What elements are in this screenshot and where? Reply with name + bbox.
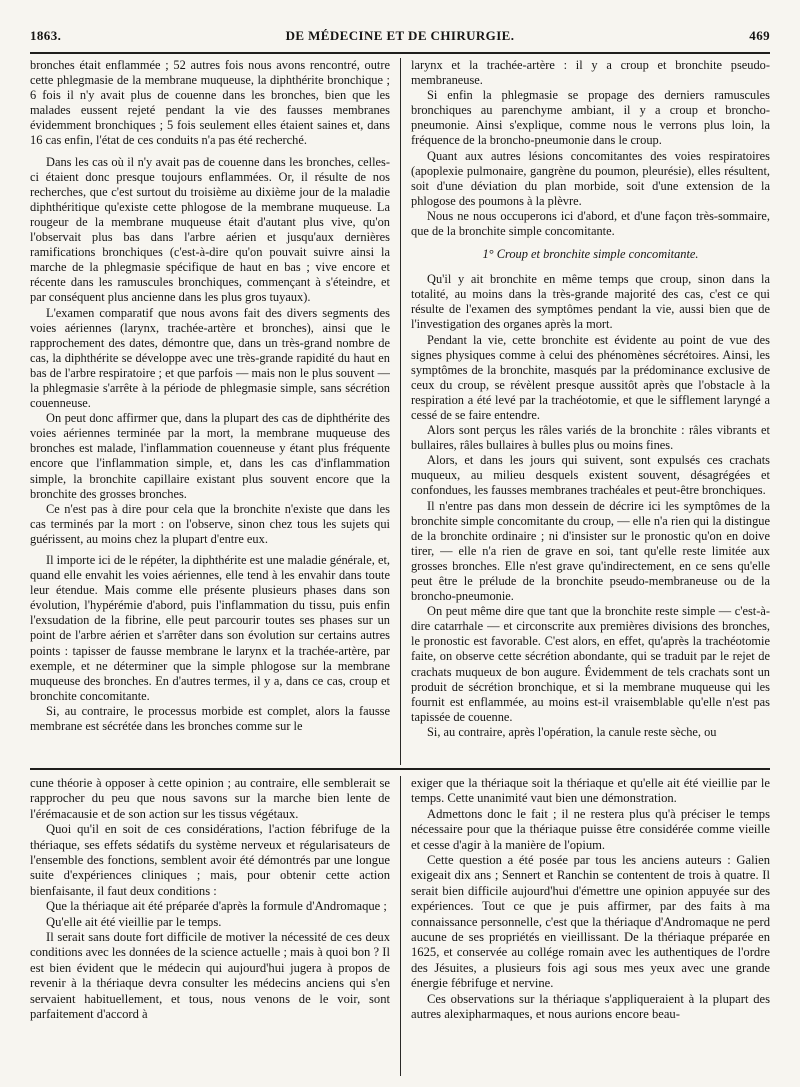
paragraph: Si, au contraire, le processus morbide est complet, alors la fausse membrane est sécrétée dans les bronches comme sur le xyxy=(30,703,390,734)
paragraph: Alors sont perçus les râles variés de la bronchite : râles vibrants et bullaires, râles bullaires à bulles plus ou moins fines. xyxy=(411,423,770,453)
paragraph: Cette question a été posée par tous les anciens auteurs : Galien exigeait dix ans ; Sennert et Ranchin se contentent de trois à quatre. Il serait bien difficile aujourd'hui d'émettre une opinion appuyée sur des expériences. Tout ce que je puis affirmer, par des faits à ma connaissance personnelle, c'est que la thériaque d'Andromaque ne perd aucune de ses propriétés en vieillissant. De la thériaque préparée en 1625, et conservée au collége romain avec les authentiques de l'ordre des Jésuites, a plusieurs fois agi sous mes yeux avec une grande énergie fébrifuge et nervine. xyxy=(411,853,770,991)
page-number: 469 xyxy=(749,28,770,43)
paragraph: Dans les cas où il n'y avait pas de couenne dans les bronches, celles-ci étaient donc presque toujours enflammées. Or, il résulte de nos recherches, que c'est surtout du troisième au dixième jour de la maladie diphthéritique qu'existe cette phlogose de la membrane muqueuse. La rougeur de la membrane muqueuse était d'autant plus vive, qu'on l'observait plus bas dans l'arbre aérien et jusqu'aux dernières ramifications bronchiques (c'est-à-dire qu'on pouvait suivre ainsi la marche de la phlegmasie spécifique de haut en bas ; vive encore et récente dans les ramuscules bronchiques, commençant à s'éteindre, et par conséquent plus ancienne dans les plus gros tuyaux). xyxy=(30,154,390,305)
paragraph: Pendant la vie, cette bronchite est évidente au point de vue des signes physiques comme à celui des phénomènes sécrétoires. Ainsi, les symptômes de la bronchite, masqués par la prédominance exclusive de ceux du croup, se révèlent presque aussitôt après que l'obstacle à la respiration a été levé par la trachéotomie, et que le sifflement laryngé a cessé de se faire entendre. xyxy=(411,332,770,422)
paragraph: Il n'entre pas dans mon dessein de décrire ici les symptômes de la bronchite simple concomitante du croup, — elle n'a rien qui la distingue de la bronchite ordinaire ; ni d'insister sur le pronostic qu'on en doive tirer, — elle n'a rien de grave en soi, tant qu'elle reste limitée aux grosses bronches. Elle n'est grave qu'indirectement, en ce sens qu'elle peut être le prélude de la bronchite pseudo-membraneuse ou de la broncho-pneumonie. xyxy=(411,498,770,604)
header-year: 1863. xyxy=(30,28,62,43)
paragraph: Il importe ici de le répéter, la diphthérite est une maladie générale, et, quand elle envahit les voies aériennes, elle tend à les envahir dans toute leur étendue. Mais comme elle présente plusieurs phases dans son évolution, l'hypérémie d'abord, puis l'inflammation du tissu, puis enfin l'exsudation de la fibrine, elle peut parcourir toutes ses phases sur un point de l'arbre aérien et s'arrêter dans son évolution sur certains autres points : tapisser de fausse membrane le larynx et la trachée-artère, par exemple, et ne déterminer que la simple phlogose sur la membrane muqueuse des bronches. En d'autres termes, il y a, dans ce cas, croup et bronchite concomitante. xyxy=(30,553,390,703)
paragraph: Qu'il y ait bronchite en même temps que croup, sinon dans la totalité, au moins dans la très-grande majorité des cas, c'est ce qui résulte de l'examen des symptômes pendant la vie, aussi bien que de l'investigation des organes après la mort. xyxy=(411,272,770,332)
lower-article xyxy=(30,776,770,1076)
paragraph: Quoi qu'il en soit de ces considérations, l'action fébrifuge de la thériaque, ses effets sédatifs du système nerveux et régularisateurs de l'ensemble des fonctions, semblent avoir été démontrés par une longue suite d'expériences cliniques ; mais, pour obtenir cette action bienfaisante, il faut deux conditions : xyxy=(30,822,390,898)
paragraph: On peut donc affirmer que, dans la plupart des cas de diphthérite des voies aériennes terminée par la mort, la membrane muqueuse des bronches est malade, l'inflammation couenneuse y étant plus fréquente encore que l'inflammation simple, et, dans les cas d'inflammation simple, la bronchite capillaire existant plus souvent encore que la bronchite des grosses bronches. xyxy=(30,411,390,501)
column-divider xyxy=(400,776,401,1076)
running-header xyxy=(30,26,770,54)
paragraph: Que la thériaque ait été préparée d'après la formule d'Andromaque ; xyxy=(46,899,387,914)
section-heading: 1° Croup et bronchite simple concomitante. xyxy=(482,247,699,262)
section-divider xyxy=(30,768,770,770)
paragraph: Si enfin la phlegmasie se propage des derniers ramuscules bronchiques au parenchyme ambiant, il y a croup et broncho-pneumonie. Ainsi s'explique, comme nous le verrons plus loin, la fréquence de la broncho-pneumonie dans le croup. xyxy=(411,88,770,148)
paragraph: larynx et la trachée-artère : il y a croup et bronchite pseudo-membraneuse. xyxy=(411,58,770,88)
upper-article xyxy=(30,58,770,765)
paragraph: Nous ne nous occuperons ici d'abord, et d'une façon très-sommaire, que de la bronchite simple concomitante. xyxy=(411,208,770,239)
paragraph: Qu'elle ait été vieillie par le temps. xyxy=(46,914,222,929)
lower-right-column xyxy=(411,776,770,1076)
paragraph: Ces observations sur la thériaque s'appliqueraient à la plupart des autres alexipharmaques, et nous aurions encore beau- xyxy=(411,991,770,1022)
paragraph: Ce n'est pas à dire pour cela que la bronchite n'existe que dans les cas terminés par la mort : on l'observe, sinon chez tous les sujets qui guérissent, au moins chez la plupart d'entre eux. xyxy=(30,501,390,546)
paragraph: Admettons donc le fait ; il ne restera plus qu'à préciser le temps nécessaire pour que la thériaque puisse être considérée comme vieille et cesse d'agir à la manière de l'opium. xyxy=(411,806,770,852)
paragraph: cune théorie à opposer à cette opinion ; au contraire, elle semblerait se rapprocher du peu que nous savons sur la marche bien lente de l'érémacausie et de son action sur les tissus végétaux. xyxy=(30,776,390,821)
paragraph: Quant aux autres lésions concomitantes des voies respiratoires (apoplexie pulmonaire, gangrène du poumon, pleurésie), elles résultent, soit d'une déviation du plan morbide, soit d'une extension de la phlogose des poumons à la plèvre. xyxy=(411,148,770,208)
upper-right-column xyxy=(411,58,770,765)
upper-left-column xyxy=(30,58,390,765)
column-divider xyxy=(400,58,401,765)
paragraph: On peut même dire que tant que la bronchite reste simple — c'est-à-dire catarrhale — et circonscrite aux premières divisions des bronches, le pronostic est favorable. C'est alors, en effet, qu'après la trachéotomie faite, on observe cette sécrétion abondante, qui se traduit par le rejet de crachats muqueux de bon augure. Évidemment de tels crachats sont un produit de sécrétion bronchique, et si la membrane muqueuse qui les fournit est enflammée, au moins est-il vraisemblable qu'elle n'est pas tapissée de couenne. xyxy=(411,604,770,724)
paragraph: Alors, et dans les jours qui suivent, sont expulsés ces crachats muqueux, au milieu desquels existent souvent, désagrégées et confondues, les fausses membranes trachéales et peut-être bronchiques. xyxy=(411,453,770,498)
paragraph: bronches était enflammée ; 52 autres fois nous avons rencontré, outre cette phlegmasie de la membrane muqueuse, la diphthérite bronchique ; 6 fois il n'y avait plus de couenne dans les bronches, bien que les malades eussent rejeté pendant la vie des fausses membranes évidemment bronchiques ; 5 fois seulement elles étaient saines et, dans 16 cas enfin, l'état de ces conduits n'a pas été recherché. xyxy=(30,58,390,148)
paragraph: Si, au contraire, après l'opération, la canule reste sèche, ou xyxy=(427,724,717,739)
paragraph: Il serait sans doute fort difficile de motiver la nécessité de ces deux conditions avec les données de la science actuelle ; mais à quoi bon ? Il est bien évident que le médecin qui aujourd'hui jugera à propos de revenir à la thériaque devra consulter les médecins anciens qui s'en servaient habituellement, et tous, nous venons de le voir, sont parfaitement d'accord à xyxy=(30,930,390,1022)
header-title: DE MÉDECINE ET DE CHIRURGIE. xyxy=(285,28,515,43)
paragraph: L'examen comparatif que nous avons fait des divers segments des voies aériennes (larynx, trachée-artère et bronches), ainsi que le rapprochement des dates, démontre que, dans un très-grand nombre de cas, la diphthérite se développe avec une très-grande rapidité du haut en bas de l'arbre respiratoire ; et que parfois — mais non le plus souvent — la phlegmasie s'arrête à la période de phlegmasie simple, sans sécrétion couenneuse. xyxy=(30,305,390,411)
paragraph: exiger que la thériaque soit la thériaque et qu'elle ait été vieillie par le temps. Cette unanimité vaut bien une démonstration. xyxy=(411,776,770,806)
lower-left-column xyxy=(30,776,390,1076)
